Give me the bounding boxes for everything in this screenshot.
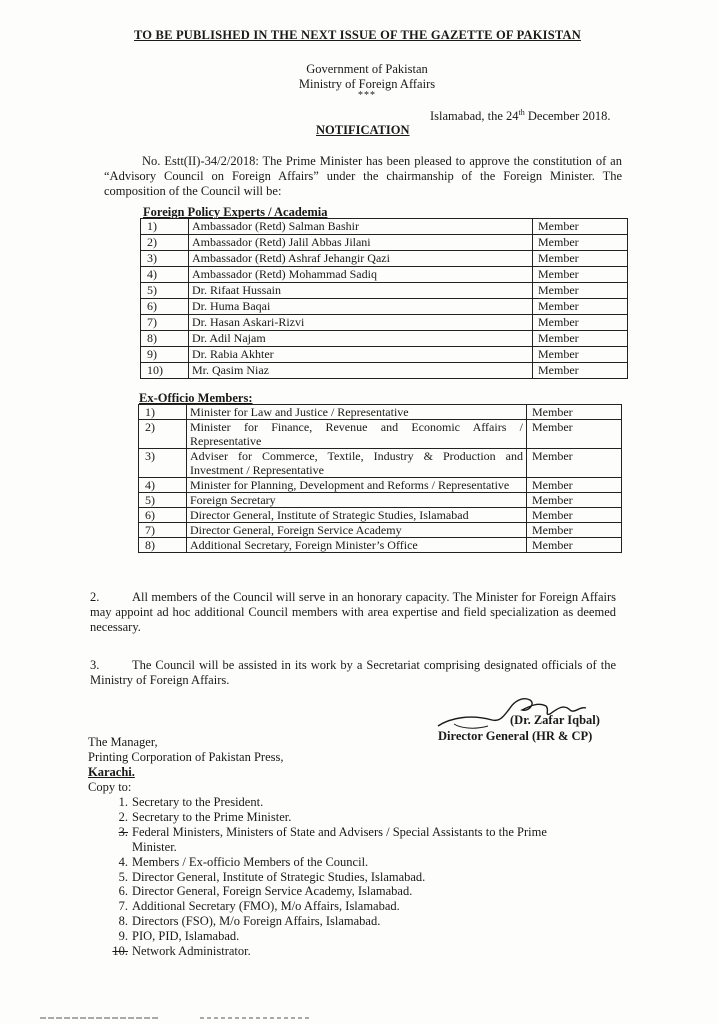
- member-role: Member: [533, 283, 628, 299]
- member-role: Member: [527, 478, 622, 493]
- member-role: Member: [533, 219, 628, 235]
- member-name: Ambassador (Retd) Salman Bashir: [189, 219, 533, 235]
- row-number: 6): [139, 508, 187, 523]
- member-role: Member: [527, 508, 622, 523]
- list-item: [104, 810, 584, 825]
- row-number: 5): [139, 493, 187, 508]
- member-role: Member: [533, 363, 628, 379]
- list-item-text: Director General, Institute of Strategic Studies, Islamabad.: [132, 869, 426, 884]
- member-role: Member: [533, 315, 628, 331]
- row-number: 10): [141, 363, 189, 379]
- member-name: Minister for Law and Justice / Representative: [187, 405, 527, 420]
- table-row: [139, 538, 622, 553]
- list-item-number: 8.: [118, 914, 128, 929]
- row-number: 4): [139, 478, 187, 493]
- member-name: Dr. Hasan Askari-Rizvi: [189, 315, 533, 331]
- member-role: Member: [527, 523, 622, 538]
- addressee-city: Karachi.: [88, 765, 135, 779]
- table-row: [141, 299, 628, 315]
- table-row: [141, 235, 628, 251]
- ex-officio-table: [138, 404, 622, 553]
- row-number: 1): [141, 219, 189, 235]
- list-item-text: Federal Ministers, Ministers of State and Advisers / Special Assistants to the Prime Minister.: [132, 824, 547, 854]
- paragraph-2-number: 2.: [90, 590, 100, 604]
- list-item-text: Secretary to the President.: [132, 795, 264, 809]
- member-role: Member: [527, 449, 622, 478]
- member-role: Member: [533, 235, 628, 251]
- list-item-text: Members / Ex-officio Members of the Council.: [132, 854, 369, 869]
- paragraph-3: [90, 658, 616, 688]
- table-row: [139, 508, 622, 523]
- list-item-text: PIO, PID, Islamabad.: [132, 929, 240, 944]
- row-number: 2): [139, 420, 187, 449]
- list-item-number: 9.: [118, 929, 128, 944]
- paragraph-2: [90, 590, 616, 635]
- member-name: Ambassador (Retd) Jalil Abbas Jilani: [189, 235, 533, 251]
- table-row: [141, 251, 628, 267]
- copy-to-list: [104, 795, 584, 959]
- notification-title: NOTIFICATION: [316, 123, 410, 137]
- list-item-number: 6.: [118, 884, 128, 899]
- table-row: [141, 267, 628, 283]
- list-item: [104, 899, 584, 914]
- list-item-text: Director General, Foreign Service Academy, Islamabad.: [132, 884, 413, 899]
- paragraph-3-text: The Council will be assisted in its work by a Secretariat comprising designated officials of the Ministry of Foreign Affairs.: [90, 658, 616, 687]
- member-role: Member: [533, 299, 628, 315]
- list-item-number: 2.: [118, 809, 128, 824]
- member-name: Ambassador (Retd) Ashraf Jehangir Qazi: [189, 251, 533, 267]
- paragraph-1-text: No. Estt(II)-34/2/2018: The Prime Minister has been pleased to approve the constitution of an “Advisory Council on Foreign Affairs” under the chairmanship of the Foreign Minister. The composition of the Council will be:: [104, 154, 622, 198]
- list-item-text: Additional Secretary (FMO), M/o Affairs, Islamabad.: [132, 899, 400, 914]
- dateline: [430, 108, 610, 124]
- list-item-number: 4.: [118, 854, 128, 869]
- list-item: [104, 944, 584, 959]
- table-row: [141, 363, 628, 379]
- member-role: Member: [533, 331, 628, 347]
- member-role: Member: [527, 493, 622, 508]
- row-number: 3): [141, 251, 189, 267]
- footer-scan-marks: [40, 1016, 320, 1020]
- table-row: [139, 449, 622, 478]
- member-name: Additional Secretary, Foreign Minister’s Office: [187, 538, 527, 553]
- row-number: 2): [141, 235, 189, 251]
- list-item: [104, 825, 584, 855]
- row-number: 7): [139, 523, 187, 538]
- list-item: [104, 870, 584, 885]
- dateline-pre: Islamabad, the 24: [430, 109, 519, 124]
- row-number: 8): [139, 538, 187, 553]
- table-row: [141, 315, 628, 331]
- section-heading-experts: Foreign Policy Experts / Academia: [143, 205, 328, 219]
- row-number: 7): [141, 315, 189, 331]
- row-number: 3): [139, 449, 187, 478]
- member-name: Director General, Institute of Strategic Studies, Islamabad: [187, 508, 527, 523]
- paragraph-1: [104, 154, 622, 199]
- section-heading-ex-officio: Ex-Officio Members:: [139, 391, 253, 405]
- paragraph-2-text: All members of the Council will serve in an honorary capacity. The Minister for Foreign Affairs may appoint ad hoc additional Council members with area expertise and field specialization as deemed necessary.: [90, 590, 616, 634]
- row-number: 4): [141, 267, 189, 283]
- list-item-number: 5.: [118, 869, 128, 884]
- experts-table: [140, 218, 628, 379]
- list-item: [104, 884, 584, 899]
- paragraph-3-number: 3.: [90, 658, 100, 672]
- list-item: [104, 914, 584, 929]
- table-row: [139, 405, 622, 420]
- member-name: Minister for Planning, Development and Reforms / Representative: [187, 478, 527, 493]
- table-row: [141, 283, 628, 299]
- member-name: Minister for Finance, Revenue and Economic Affairs / Representative: [187, 420, 527, 449]
- member-role: Member: [527, 538, 622, 553]
- member-role: Member: [533, 251, 628, 267]
- gazette-publish-line: TO BE PUBLISHED IN THE NEXT ISSUE OF THE GAZETTE OF PAKISTAN: [134, 28, 581, 42]
- separator-stars: ***: [358, 90, 376, 101]
- row-number: 1): [139, 405, 187, 420]
- table-row: [139, 523, 622, 538]
- table-row: [141, 219, 628, 235]
- list-item: [104, 795, 584, 810]
- member-name: Dr. Adil Najam: [189, 331, 533, 347]
- row-number: 9): [141, 347, 189, 363]
- member-name: Dr. Huma Baqai: [189, 299, 533, 315]
- member-name: Mr. Qasim Niaz: [189, 363, 533, 379]
- dateline-post: December 2018.: [524, 109, 611, 124]
- member-name: Dr. Rifaat Hussain: [189, 283, 533, 299]
- member-name: Dr. Rabia Akhter: [189, 347, 533, 363]
- table-row: [141, 331, 628, 347]
- list-item-number: 3.: [118, 824, 128, 839]
- signatory-name: (Dr. Zafar Iqbal): [510, 713, 600, 727]
- list-item-number: 1.: [118, 795, 128, 809]
- member-role: Member: [533, 267, 628, 283]
- government-name: Government of Pakistan: [306, 62, 428, 76]
- row-number: 6): [141, 299, 189, 315]
- list-item-text: Network Administrator.: [132, 944, 251, 959]
- table-row: [139, 493, 622, 508]
- list-item-number: 10.: [112, 944, 128, 959]
- member-name: Director General, Foreign Service Academy: [187, 523, 527, 538]
- copy-to-label: Copy to:: [88, 780, 132, 794]
- ministry-name: Ministry of Foreign Affairs: [298, 77, 436, 91]
- table-row: [139, 420, 622, 449]
- member-name: Foreign Secretary: [187, 493, 527, 508]
- member-name: Adviser for Commerce, Textile, Industry & Production and Investment / Representative: [187, 449, 527, 478]
- list-item-number: 7.: [118, 899, 128, 914]
- row-number: 5): [141, 283, 189, 299]
- table-row: [139, 478, 622, 493]
- list-item: [104, 929, 584, 944]
- member-role: Member: [527, 405, 622, 420]
- member-role: Member: [533, 347, 628, 363]
- table-row: [141, 347, 628, 363]
- addressee-line-1: The Manager,: [88, 735, 158, 749]
- signatory-title: Director General (HR & CP): [438, 729, 593, 743]
- addressee-line-2: Printing Corporation of Pakistan Press,: [88, 750, 284, 764]
- list-item: [104, 855, 584, 870]
- list-item-text: Secretary to the Prime Minister.: [132, 809, 292, 824]
- row-number: 8): [141, 331, 189, 347]
- dateline-sup: th: [518, 108, 525, 117]
- list-item-text: Directors (FSO), M/o Foreign Affairs, Islamabad.: [132, 914, 381, 929]
- member-name: Ambassador (Retd) Mohammad Sadiq: [189, 267, 533, 283]
- member-role: Member: [527, 420, 622, 449]
